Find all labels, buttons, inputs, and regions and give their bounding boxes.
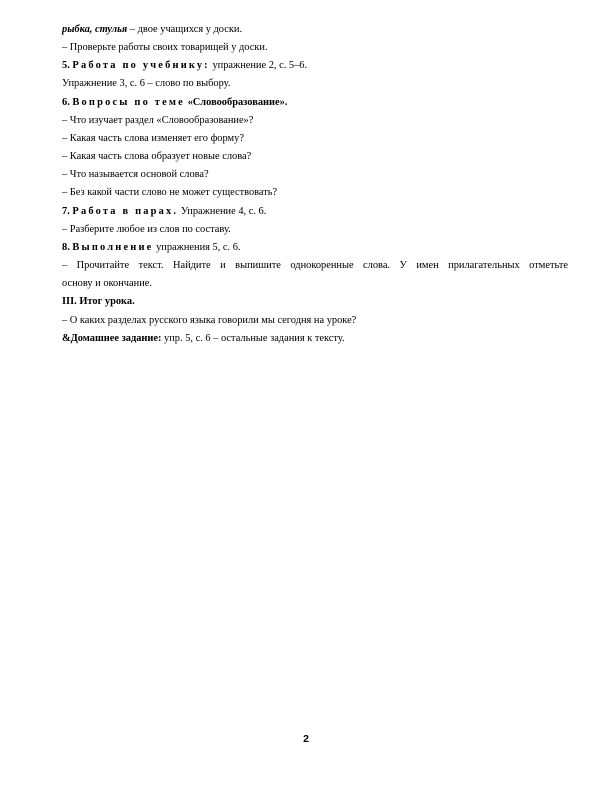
section-title: Вопросы по теме (72, 96, 185, 108)
section-title: Выполнение (72, 241, 154, 253)
section-heading-6 (62, 94, 568, 112)
section-number: 6. (62, 96, 73, 108)
question-line: – Какая часть слова образует новые слова? (62, 151, 252, 163)
text-run: – двое учащихся у доски. (127, 24, 243, 35)
text-run: Упражнение 4, с. 6. (178, 205, 267, 217)
section-heading-7 (62, 203, 568, 221)
text-line: Упражнение 3, с. 6 – слово по выбору. (62, 78, 231, 90)
section-heading-8 (62, 239, 568, 257)
text-run: упражнение 2, с. 5–6. (209, 60, 308, 72)
section-title: Работа в парах. (72, 205, 179, 217)
section-number: 8. (62, 241, 73, 253)
question-line: – Какая часть слова изменяет его форму? (62, 132, 244, 144)
text-line: – Разберите любое из слов по составу. (62, 223, 231, 235)
section-title-tail: «Словообразование». (185, 96, 288, 108)
question-line: – Что изучает раздел «Словообразование»? (62, 114, 254, 126)
section-title: Работа по учебнику: (72, 60, 210, 72)
text-line: основу и окончание. (62, 278, 152, 290)
section-number: 7. (62, 205, 73, 217)
section-number: 5. (62, 60, 73, 72)
text-line: – Проверьте работы своих товарищей у доски. (62, 42, 268, 54)
text-run: упражнения 5, с. 6. (153, 241, 241, 253)
page-number: 2 (303, 733, 309, 745)
text-line: – Прочитайте текст. Найдите и выпишите однокоренные слова. У имен прилагательных отметьте (62, 260, 568, 272)
text-line (62, 21, 568, 39)
page-content (62, 21, 568, 348)
question-line: – Что называется основой слова? (62, 169, 209, 181)
homework-line (62, 330, 568, 348)
question-line: – О каких разделах русского языка говорили мы сегодня на уроке? (62, 314, 357, 326)
section-heading-3: III. Итог урока. (62, 296, 135, 308)
example-words: рыбка, стулья (62, 24, 128, 35)
text-run: упр. 5, с. 6 – остальные задания к тексту. (161, 332, 345, 344)
section-heading-5 (62, 57, 568, 75)
homework-label: &Домашнее задание: (62, 332, 162, 344)
question-line: – Без какой части слово не может существовать? (62, 187, 278, 199)
